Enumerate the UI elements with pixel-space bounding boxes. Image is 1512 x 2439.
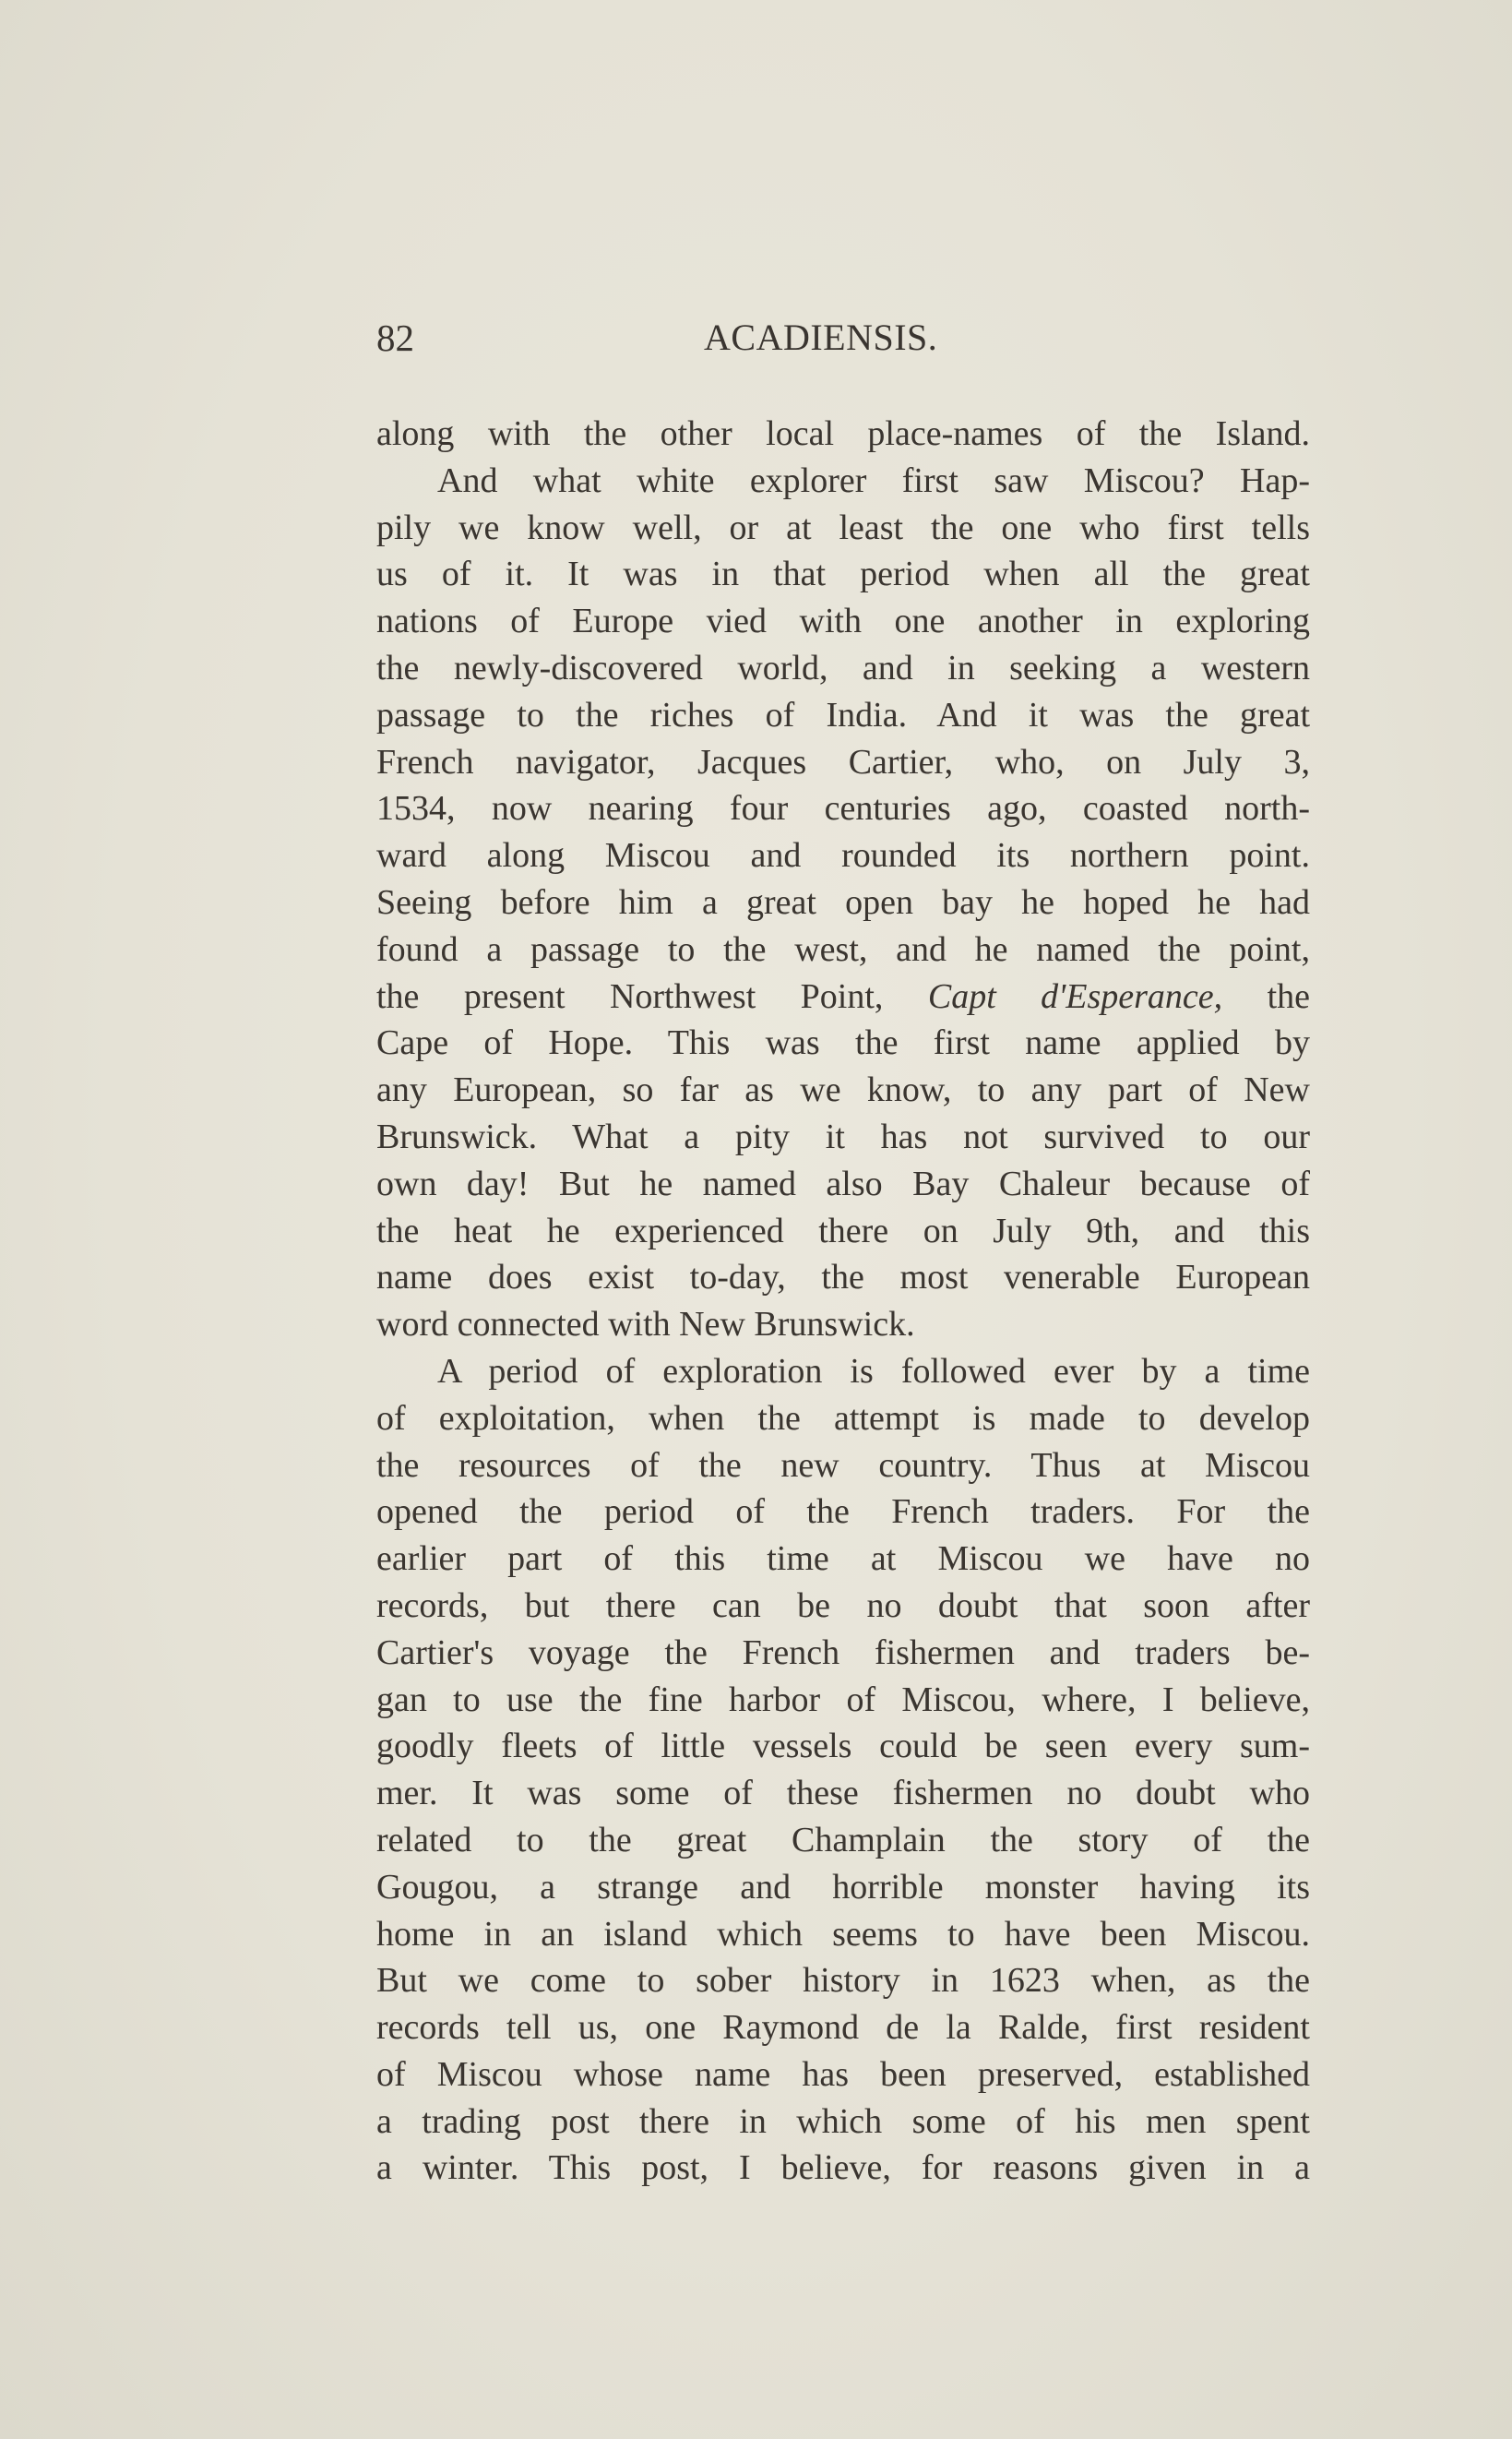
text-line: a winter. This post, I believe, for reasons given in a bbox=[376, 2148, 1310, 2188]
text-line: mer. It was some of these fishermen no doubt who bbox=[376, 1774, 1310, 1813]
text-line: records, but there can be no doubt that soon after bbox=[376, 1585, 1310, 1625]
page-header bbox=[376, 310, 1310, 365]
page-number: 82 bbox=[376, 317, 414, 359]
text-line: 1534, now nearing four centuries ago, coasted north- bbox=[376, 789, 1310, 829]
text-line: records tell us, one Raymond de la Ralde, first resident bbox=[376, 2008, 1310, 2048]
text-line: Gougou, a strange and horrible monster having its bbox=[376, 1867, 1310, 1907]
text-line: home in an island which seems to have been Miscou. bbox=[376, 1914, 1310, 1954]
text-line: word connected with New Brunswick. bbox=[376, 1305, 915, 1345]
text-line: pily we know well, or at least the one who first tells bbox=[376, 508, 1310, 547]
text-line: Brunswick. What a pity it has not survived to our bbox=[376, 1117, 1310, 1156]
text-line: nations of Europe vied with one another in exploring bbox=[376, 602, 1310, 641]
text-line: earlier part of this time at Miscou we have no bbox=[376, 1539, 1310, 1579]
text-line: the heat he experienced there on July 9th, and this bbox=[376, 1211, 1310, 1250]
text-line: the resources of the new country. Thus at Miscou bbox=[376, 1445, 1310, 1485]
text-line: of Miscou whose name has been preserved, established bbox=[376, 2054, 1310, 2094]
italic-place-name: Capt d'Esperance, bbox=[927, 976, 1223, 1016]
text-segment: the present Northwest Point, bbox=[376, 976, 928, 1016]
text-line: of exploitation, when the attempt is made to develop bbox=[376, 1398, 1310, 1438]
text-line: And what white explorer first saw Miscou? Hap- bbox=[437, 460, 1310, 500]
running-title: ACADIENSIS. bbox=[704, 317, 938, 358]
text-line: Seeing before him a great open bay he hoped he had bbox=[376, 882, 1310, 922]
text-line: along with the other local place-names of the Island. bbox=[376, 414, 1310, 453]
text-line: opened the period of the French traders. For the bbox=[376, 1492, 1310, 1532]
text-line: Cape of Hope. This was the first name applied by bbox=[376, 1023, 1310, 1063]
text-line: ward along Miscou and rounded its northern point. bbox=[376, 836, 1310, 876]
text-line: a trading post there in which some of his men spent bbox=[376, 2101, 1310, 2141]
text-line: related to the great Champlain the story of the bbox=[376, 1820, 1310, 1859]
text-line: goodly fleets of little vessels could be seen every sum- bbox=[376, 1727, 1310, 1766]
text-line-with-italic bbox=[376, 974, 1310, 1021]
text-line: gan to use the fine harbor of Miscou, where, I believe, bbox=[376, 1680, 1310, 1719]
text-line: found a passage to the west, and he named the point, bbox=[376, 929, 1310, 969]
text-line: passage to the riches of India. And it was the great bbox=[376, 695, 1310, 735]
text-line: French navigator, Jacques Cartier, who, on July 3, bbox=[376, 742, 1310, 782]
text-line: But we come to sober history in 1623 when, as the bbox=[376, 1961, 1310, 2001]
text-line: own day! But he named also Bay Chaleur because of bbox=[376, 1164, 1310, 1203]
body-text bbox=[376, 411, 1310, 2192]
text-line: any European, so far as we know, to any part of New bbox=[376, 1070, 1310, 1110]
text-line: A period of exploration is followed ever by a time bbox=[437, 1351, 1310, 1391]
text-segment: the bbox=[1222, 976, 1310, 1016]
text-line: us of it. It was in that period when all the great bbox=[376, 555, 1310, 594]
text-line: the newly-discovered world, and in seeking a western bbox=[376, 648, 1310, 687]
text-line: name does exist to-day, the most venerable European bbox=[376, 1258, 1310, 1297]
text-line: Cartier's voyage the French fishermen and traders be- bbox=[376, 1632, 1310, 1672]
